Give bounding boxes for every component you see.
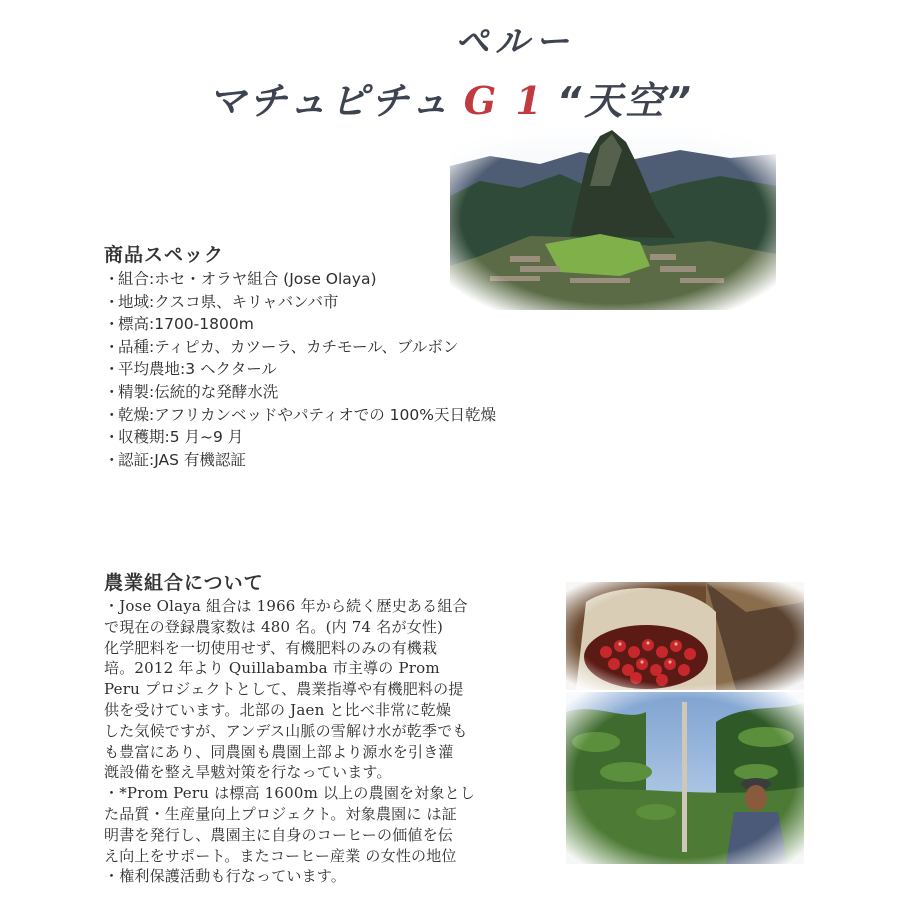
bullet: ・: [104, 270, 120, 288]
spec-item: [104, 268, 624, 291]
product-title: [208, 70, 848, 125]
coffee-cherries-photo: [566, 582, 804, 690]
about-line: Peru プロジェクトとして、農業指導や有機肥料の提: [104, 680, 464, 699]
about-line: も豊富にあり、同農園も農園上部より源水を引き灌: [104, 742, 454, 761]
about-line: 供を受けています。北部の Jaen と比べ非常に乾燥: [104, 700, 452, 719]
spec-item: [104, 426, 624, 449]
about-line: え向上をサポート。またコーヒー産業 の女性の地位: [104, 846, 457, 865]
about-line: した気候ですが、アンデス山脈の雪解け水が乾季でも: [104, 721, 468, 740]
farmer-photo: [566, 692, 804, 864]
bullet: ・: [104, 337, 120, 356]
bullet: ・: [104, 405, 120, 424]
spec-item-text: 品種:ティピカ、カツーラ、カチモール、ブルボン: [118, 337, 459, 356]
about-line: 化学肥料を一切使用せず、有機肥料のみの有機栽: [104, 638, 438, 657]
about-line: ・*Prom Peru は標高 1600m 以上の農園を対象とし: [104, 784, 476, 803]
spec-item-text: 精製:伝統的な発酵水洗: [118, 382, 279, 401]
about-heading: 農業組合について: [104, 572, 264, 594]
bullet: ・: [104, 315, 120, 334]
bullet: ・: [104, 292, 120, 311]
spec-list: [104, 268, 624, 471]
spec-item: [104, 336, 624, 359]
about-line: 明書を発行し、農園主に自身のコーヒーの価値を伝: [104, 825, 454, 844]
about-line: た品質・生産量向上プロジェクト。対象農園に は証: [104, 804, 457, 823]
about-line: ・権利保護活動も行なっています。: [104, 867, 347, 886]
spec-item-text: 乾燥:アフリカンベッドやパティオでの 100%天日乾燥: [118, 405, 496, 424]
spec-item: [104, 404, 624, 427]
product-name: マチュピチュ: [208, 79, 452, 123]
about-line: ・Jose Olaya 組合は 1966 年から続く歴史ある組合: [104, 597, 468, 615]
bullet: ・: [104, 360, 120, 379]
bullet: ・: [104, 428, 120, 447]
spec-item: [104, 291, 624, 314]
spec-item-text: 地域:クスコ県、キリャバンバ市: [118, 292, 339, 311]
spec-item: [104, 358, 624, 381]
grade-label: G 1: [463, 78, 545, 123]
spec-item-text: 認証:JAS 有機認証: [118, 450, 246, 469]
about-line: で現在の登録農家数は 480 名。(内 74 名が女性): [104, 617, 444, 636]
spec-item-text: 平均農地:3 ヘクタール: [118, 360, 277, 379]
bullet: ・: [104, 382, 120, 401]
spec-item-text: 収穫期:5 月~9 月: [118, 428, 244, 447]
title-country: ペルー: [455, 22, 575, 62]
product-nickname: “天空”: [556, 79, 694, 123]
about-line: 漑設備を整え旱魃対策を行なっています。: [104, 763, 392, 782]
spec-item: [104, 313, 624, 336]
spec-item: [104, 381, 624, 404]
spec-item-text: 組合:ホセ・オラヤ組合 (Jose Olaya): [118, 270, 377, 288]
spec-item: [104, 449, 624, 472]
about-line: 培。2012 年より Quillabamba 市主導の Prom: [104, 659, 440, 678]
spec-item-text: 標高:1700-1800m: [118, 315, 254, 334]
bullet: ・: [104, 450, 120, 469]
about-text: [104, 596, 564, 887]
spec-heading: 商品スペック: [104, 244, 225, 266]
